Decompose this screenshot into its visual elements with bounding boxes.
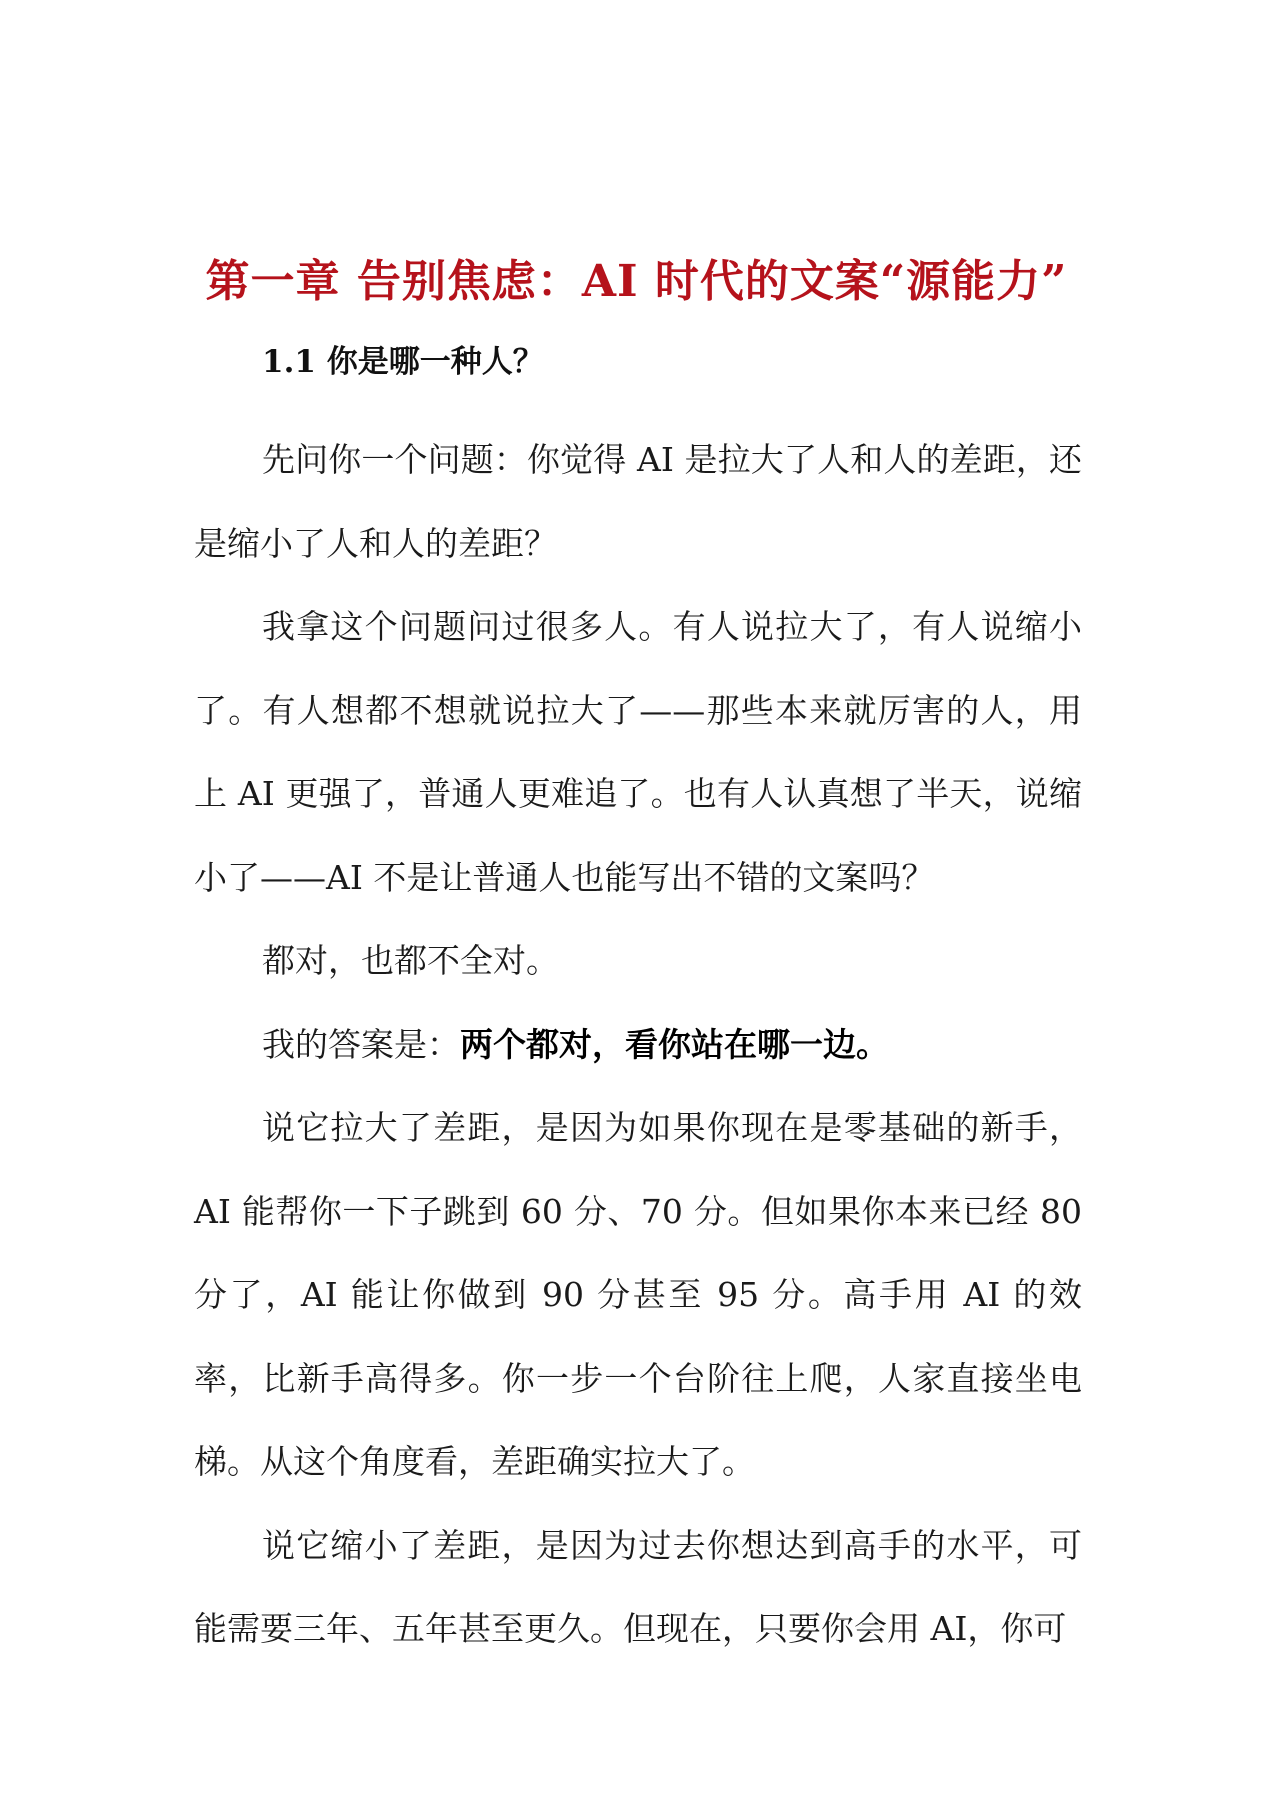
paragraph-question: 先问你一个问题：你觉得 AI 是拉大了人和人的差距，还是缩小了人和人的差距？ — [194, 440, 1082, 563]
paragraph-gap-narrowed: 说它缩小了差距，是因为过去你想达到高手的水平，可能需要三年、五年甚至更久。但现在，只要你会用 AI，你可 — [194, 1525, 1082, 1648]
paragraph-answer — [194, 1003, 1082, 1087]
paragraph-both-partly-right: 都对，也都不全对。 — [262, 941, 559, 980]
paragraph-responses: 我拿这个问题问过很多人。有人说拉大了，有人说缩小了。有人想都不想就说拉大了——那些本来就厉害的人，用上 AI 更强了，普通人更难追了。也有人认真想了半天，说缩小了——AI 不是让普通人也能写出不错的文案吗？ — [194, 607, 1082, 897]
answer-emphasis: 两个都对，看你站在哪一边。 — [460, 1024, 889, 1064]
section-heading: 1.1 你是哪一种人？ — [262, 344, 544, 380]
body-text — [194, 418, 1082, 1671]
answer-lead: 我的答案是： — [262, 1024, 460, 1064]
chapter-title: 第一章 告别焦虑：AI 时代的文案“源能力” — [205, 256, 1068, 307]
paragraph-gap-widened: 说它拉大了差距，是因为如果你现在是零基础的新手，AI 能帮你一下子跳到 60 分、70 分。但如果你本来已经 80 分了，AI 能让你做到 90 分甚至 95 分。高手用 AI 的效率，比新手高得多。你一步一个台阶往上爬，人家直接坐电梯。从这个角度看，差距确实拉大了。 — [194, 1108, 1082, 1481]
